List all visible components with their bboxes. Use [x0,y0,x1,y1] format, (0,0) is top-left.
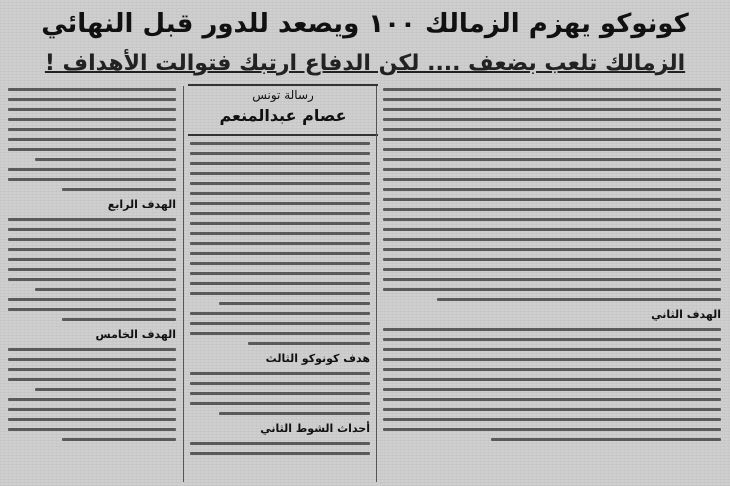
subhead: هدف كونوكو الثالث [265,352,370,365]
subhead: الهدف الخامس [95,328,176,341]
article-headline: كونوكو يهزم الزمالك ١٠٠ ويصعد للدور قبل النهائي [41,9,689,39]
article-column-left [8,88,176,480]
byline-name: عصام عبدالمنعم [219,106,347,125]
subhead: الهدف الثاني [651,308,721,321]
column-rule [183,86,184,482]
byline-label: رسالة تونس [252,88,314,102]
article-column-right [383,88,721,480]
byline [188,84,378,136]
subhead: الهدف الرابع [107,198,176,211]
subhead: أحداث الشوط الثاني [260,422,370,435]
article-subheadline: الزمالك تلعب بضعف .... لكن الدفاع ارتبك فتوالت الأهداف ! [44,51,686,76]
article-column-middle [190,142,370,480]
column-rule [376,86,377,482]
